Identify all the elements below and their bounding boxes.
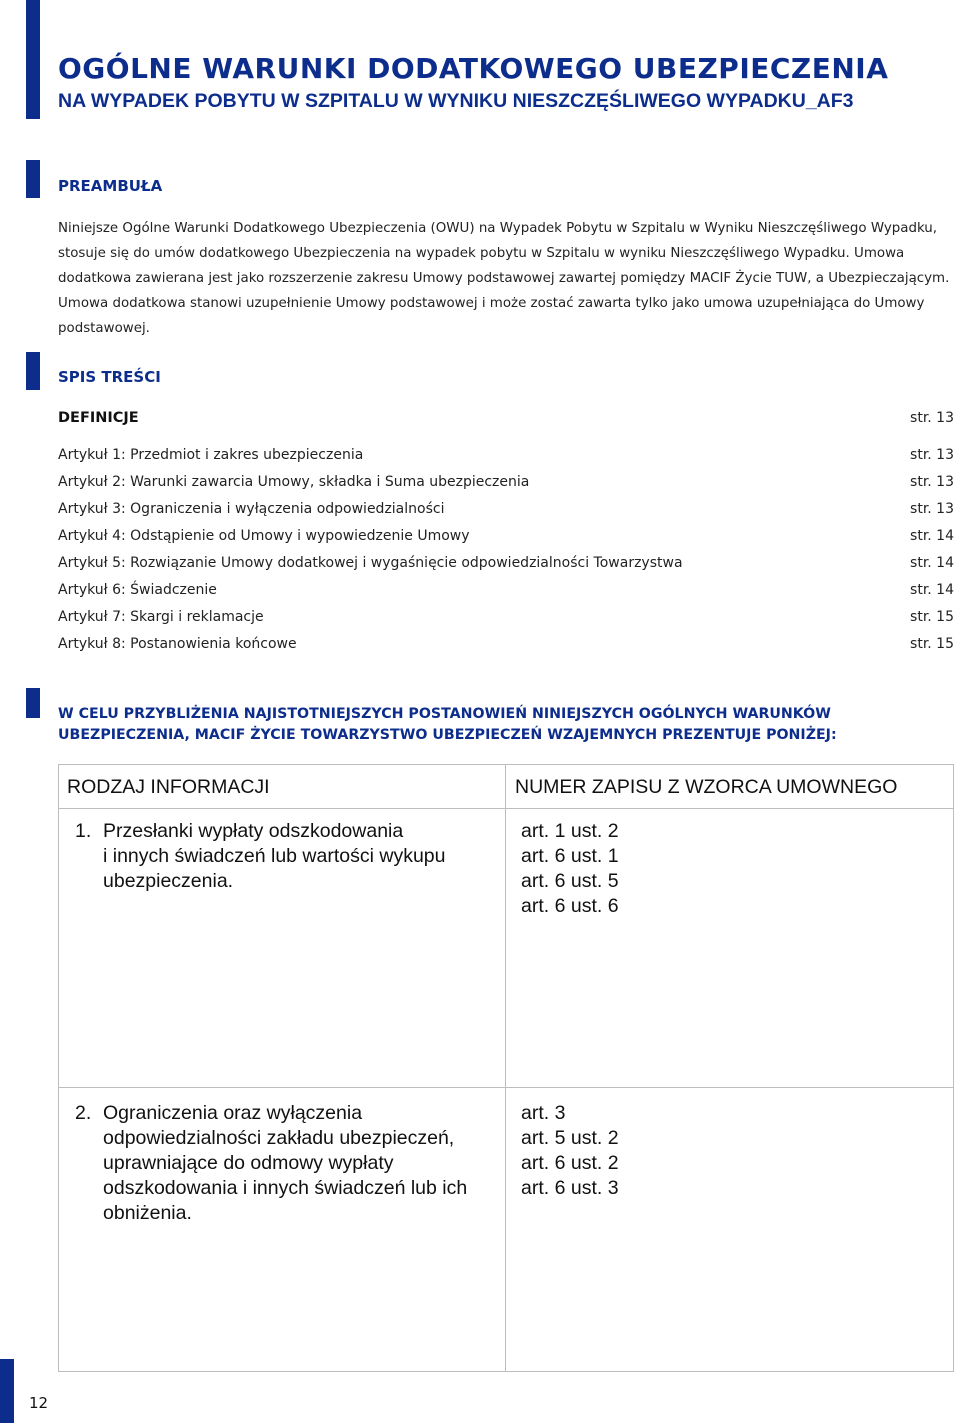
- preamble-accent-bar: [26, 160, 40, 198]
- toc-item-page: str. 14: [910, 582, 954, 598]
- intro-accent-bar: [26, 688, 40, 718]
- toc-item-label: Artykuł 5: Rozwiązanie Umowy dodatkowej i wygaśnięcie odpowiedzialności Towarzystwa: [58, 555, 683, 571]
- summary-intro-line: W CELU PRZYBLIŻENIA NAJISTOTNIEJSZYCH POSTANOWIEŃ NINIEJSZYCH OGÓLNYCH WARUNKÓW: [58, 706, 831, 722]
- toc-definitions-label: DEFINICJE: [58, 410, 139, 426]
- table-header-divider: [59, 808, 953, 809]
- document-title: OGÓLNE WARUNKI DODATKOWEGO UBEZPIECZENIA: [58, 52, 889, 85]
- table-column-divider: [505, 765, 506, 1371]
- toc-item-page: str. 15: [910, 636, 954, 652]
- toc-item[interactable]: [58, 528, 954, 548]
- table-row-number: 2.: [75, 1102, 92, 1124]
- toc-item-label: Artykuł 1: Przedmiot i zakres ubezpieczenia: [58, 447, 364, 463]
- reference-item: art. 3: [521, 1102, 566, 1124]
- description-line: ubezpieczenia.: [103, 870, 234, 892]
- toc-heading: SPIS TREŚCI: [58, 368, 161, 386]
- toc-item[interactable]: [58, 501, 954, 521]
- document-subtitle: NA WYPADEK POBYTU W SZPITALU W WYNIKU NIESZCZĘŚLIWEGO WYPADKU_AF3: [58, 90, 854, 112]
- description-line: i innych świadczeń lub wartości wykupu: [103, 845, 446, 867]
- description-line: Przesłanki wypłaty odszkodowania: [103, 820, 404, 842]
- preamble-heading: PREAMBUŁA: [58, 177, 163, 195]
- description-line: obniżenia.: [103, 1202, 192, 1224]
- table-row-number: 1.: [75, 820, 92, 842]
- toc-item-page: str. 13: [910, 447, 954, 463]
- table-row-description: [103, 819, 446, 894]
- reference-item: art. 5 ust. 2: [521, 1127, 619, 1149]
- table-header-reference: NUMER ZAPISU Z WZORCA UMOWNEGO: [515, 776, 898, 798]
- toc-item-page: str. 15: [910, 609, 954, 625]
- toc-item-label: Artykuł 4: Odstąpienie od Umowy i wypowiedzenie Umowy: [58, 528, 470, 544]
- preamble-text: Niniejsze Ogólne Warunki Dodatkowego Ubezpieczenia (OWU) na Wypadek Pobytu w Szpitalu w Wyniku Nieszczęśliwego Wypadku, stosuje się do umów dodatkowego Ubezpieczenia na wypadek pobytu w Szpitalu w wyniku Nieszczęśliwego Wypadku. Umowa dodatkowa zawierana jest jako rozszerzenie zakresu Umowy podstawowej zawartej pomiędzy MACIF Życie TUW, a Ubezpieczającym. Umowa dodatkowa stanowi uzupełnienie Umowy podstawowej i może zostać zawarta tylko jako umowa uzupełniająca do Umowy podstawowej.: [58, 221, 950, 336]
- table-row-divider: [59, 1087, 953, 1088]
- summary-table: [58, 764, 954, 1372]
- reference-item: art. 1 ust. 2: [521, 820, 619, 842]
- table-row-references: [521, 1101, 619, 1201]
- table-row-description: [103, 1101, 467, 1226]
- table-header-info-type: RODZAJ INFORMACJI: [67, 776, 270, 798]
- toc-definitions-row[interactable]: [58, 410, 954, 430]
- description-line: uprawniające do odmowy wypłaty: [103, 1152, 394, 1174]
- reference-item: art. 6 ust. 5: [521, 870, 619, 892]
- toc-item-label: Artykuł 2: Warunki zawarcia Umowy, składka i Suma ubezpieczenia: [58, 474, 530, 490]
- reference-item: art. 6 ust. 1: [521, 845, 619, 867]
- toc-item-page: str. 13: [910, 474, 954, 490]
- toc-item-page: str. 13: [910, 501, 954, 517]
- page-number: 12: [29, 1394, 49, 1412]
- toc-item-label: Artykuł 6: Świadczenie: [58, 582, 217, 598]
- summary-intro: [58, 704, 938, 746]
- table-row-references: [521, 819, 619, 919]
- description-line: Ograniczenia oraz wyłączenia: [103, 1102, 363, 1124]
- reference-item: art. 6 ust. 3: [521, 1177, 619, 1199]
- toc-accent-bar: [26, 352, 40, 390]
- reference-item: art. 6 ust. 2: [521, 1152, 619, 1174]
- toc-item[interactable]: [58, 582, 954, 602]
- description-line: odpowiedzialności zakładu ubezpieczeń,: [103, 1127, 455, 1149]
- summary-intro-line: UBEZPIECZENIA, MACIF ŻYCIE TOWARZYSTWO UBEZPIECZEŃ WZAJEMNYCH PREZENTUJE PONIŻEJ:: [58, 727, 837, 743]
- reference-item: art. 6 ust. 6: [521, 895, 619, 917]
- toc-item-label: Artykuł 8: Postanowienia końcowe: [58, 636, 297, 652]
- toc-item[interactable]: [58, 474, 954, 494]
- toc-item-label: Artykuł 7: Skargi i reklamacje: [58, 609, 264, 625]
- toc-item-page: str. 14: [910, 528, 954, 544]
- title-accent-bar: [26, 0, 40, 119]
- page-accent-bar: [0, 1359, 14, 1423]
- toc-item[interactable]: [58, 447, 954, 467]
- toc-item-label: Artykuł 3: Ograniczenia i wyłączenia odpowiedzialności: [58, 501, 445, 517]
- description-line: odszkodowania i innych świadczeń lub ich: [103, 1177, 468, 1199]
- toc-definitions-page: str. 13: [910, 410, 954, 426]
- toc-item[interactable]: [58, 636, 954, 656]
- toc-item[interactable]: [58, 609, 954, 629]
- toc-item[interactable]: [58, 555, 954, 575]
- toc-item-page: str. 14: [910, 555, 954, 571]
